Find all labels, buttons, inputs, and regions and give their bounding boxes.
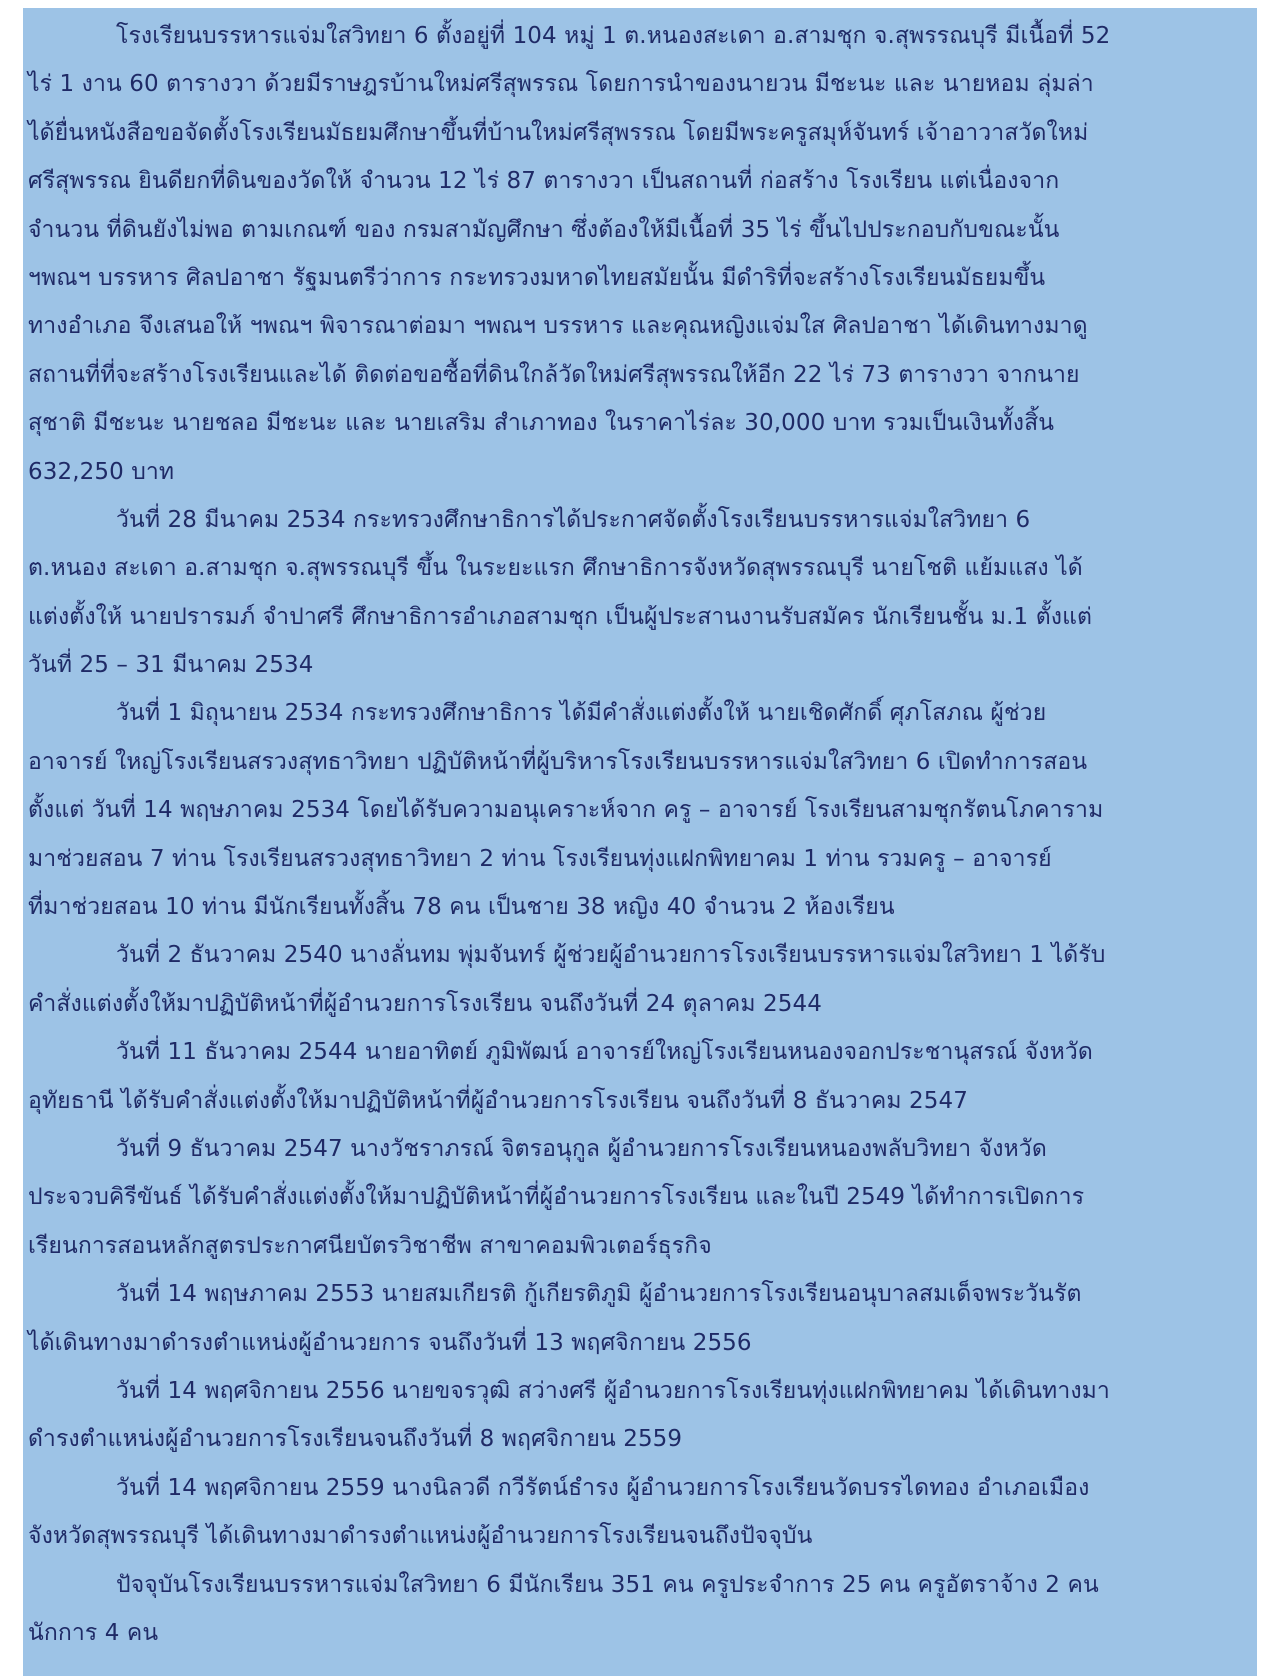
paragraph <box>28 12 1247 496</box>
text-line: 632,250 บาท <box>28 458 175 485</box>
paragraph <box>28 1367 1247 1464</box>
paragraph <box>28 496 1247 690</box>
text-line: สุชาติ มีชะนะ นายชลอ มีชะนะ และ นายเสริม สำเภาทอง ในราคาไร่ละ 30,000 บาท รวมเป็นเงินทั้งสิ้น <box>28 410 1055 437</box>
text-line: วันที่ 2 ธันวาคม 2540 นางลั่นทม พุ่มจันทร์ ผู้ช่วยผู้อำนวยการโรงเรียนบรรหารแจ่มใสวิทยา 1 ได้รับ <box>116 942 1106 969</box>
text-line: โรงเรียนบรรหารแจ่มใสวิทยา 6 ตั้งอยู่ที่ 104 หมู่ 1 ต.หนองสะเดา อ.สามชุก จ.สุพรรณบุรี มีเนื้อที่ 52 <box>116 23 1111 49</box>
text-line: มาช่วยสอน 7 ท่าน โรงเรียนสรวงสุทธาวิทยา 2 ท่าน โรงเรียนทุ่งแฝกพิทยาคม 1 ท่าน รวมครู – อาจารย์ <box>28 845 1052 872</box>
text-line: วันที่ 11 ธันวาคม 2544 นายอาทิตย์ ภูมิพัฒน์ อาจารย์ใหญ่โรงเรียนหนองจอกประชานุสรณ์ จังหวัด <box>116 1039 1093 1066</box>
text-line: ได้ยื่นหนังสือขอจัดตั้งโรงเรียนมัธยมศึกษาขึ้นที่บ้านใหม่ศรีสุพรรณ โดยมีพระครูสมุห์จันทร์ เจ้าอาวาสวัดใหม่ <box>28 119 1089 146</box>
paragraph <box>28 1270 1247 1367</box>
paragraph <box>28 931 1247 1028</box>
text-line: เรียนการสอนหลักสูตรประกาศนียบัตรวิชาชีพ สาขาคอมพิวเตอร์ธุรกิจ <box>28 1232 712 1259</box>
text-line: วันที่ 25 – 31 มีนาคม 2534 <box>28 652 314 679</box>
text-line: ดำรงตำแหน่งผู้อำนวยการโรงเรียนจนถึงวันที่ 8 พฤศจิกายน 2559 <box>28 1426 683 1453</box>
text-line: จังหวัดสุพรรณบุรี ได้เดินทางมาดำรงตำแหน่งผู้อำนวยการโรงเรียนจนถึงปัจจุบัน <box>28 1523 813 1550</box>
text-line: นักการ 4 คน <box>28 1619 159 1646</box>
text-line: ตั้งแต่ วันที่ 14 พฤษภาคม 2534 โดยได้รับความอนุเคราะห์จาก ครู – อาจารย์ โรงเรียนสามชุกรัตนโภคาราม <box>28 797 1104 824</box>
text-line: อาจารย์ ใหญ่โรงเรียนสรวงสุทธาวิทยา ปฏิบัติหน้าที่ผู้บริหารโรงเรียนบรรหารแจ่มใสวิทยา 6 เปิดทำการสอน <box>28 748 1088 775</box>
text-line: ทางอำเภอ จึงเสนอให้ ฯพณฯ พิจารณาต่อมา ฯพณฯ บรรหาร และคุณหญิงแจ่มใส ศิลปอาชา ได้เดินทางมาดู <box>28 313 1088 340</box>
text-line: ไร่ 1 งาน 60 ตารางวา ด้วยมีราษฎรบ้านใหม่ศรีสุพรรณ โดยการนำของนายวน มีชะนะ และ นายหอม ลุ่มล่า <box>28 71 1094 98</box>
text-line: ปัจจุบันโรงเรียนบรรหารแจ่มใสวิทยา 6 มีนักเรียน 351 คน ครูประจำการ 25 คน ครูอัตราจ้าง 2 คน <box>116 1571 1099 1598</box>
document-page <box>23 8 1257 1676</box>
text-line: วันที่ 28 มีนาคม 2534 กระทรวงศึกษาธิการได้ประกาศจัดตั้งโรงเรียนบรรหารแจ่มใสวิทยา 6 <box>116 506 1031 533</box>
text-line: วันที่ 14 พฤษภาคม 2553 นายสมเกียรติ กู้เกียรติภูมิ ผู้อำนวยการโรงเรียนอนุบาลสมเด็จพระวันรัต <box>116 1281 1082 1308</box>
text-line: ศรีสุพรรณ ยินดียกที่ดินของวัดให้ จำนวน 12 ไร่ 87 ตารางวา เป็นสถานที่ ก่อสร้าง โรงเรียน แต่เนื่องจาก <box>28 168 1060 195</box>
text-line: อุทัยธานี ได้รับคำสั่งแต่งตั้งให้มาปฏิบัติหน้าที่ผู้อำนวยการโรงเรียน จนถึงวันที่ 8 ธันวาคม 2547 <box>28 1087 968 1114</box>
paragraph <box>28 1028 1247 1125</box>
paragraph <box>28 689 1247 931</box>
document-body <box>28 12 1247 1657</box>
text-line: ประจวบคิรีขันธ์ ได้รับคำสั่งแต่งตั้งให้มาปฏิบัติหน้าที่ผู้อำนวยการโรงเรียน และในปี 2549 ได้ทำการเปิดการ <box>28 1184 1085 1211</box>
text-line: จำนวน ที่ดินยังไม่พอ ตามเกณฑ์ ของ กรมสามัญศึกษา ซึ่งต้องให้มีเนื้อที่ 35 ไร่ ขึ้นไปประกอบกับขณะนั้น <box>28 216 1060 243</box>
text-line: วันที่ 9 ธันวาคม 2547 นางวัชราภรณ์ จิตรอนุกูล ผู้อำนวยการโรงเรียนหนองพลับวิทยา จังหวัด <box>116 1135 1047 1162</box>
text-line: สถานที่ที่จะสร้างโรงเรียนและได้ ติดต่อขอซื้อที่ดินใกล้วัดใหม่ศรีสุพรรณให้อีก 22 ไร่ 73 ตารางวา จากนาย <box>28 361 1080 388</box>
paragraph <box>28 1125 1247 1270</box>
text-line: แต่งตั้งให้ นายปรารมภ์ จำปาศรี ศึกษาธิการอำเภอสามชุก เป็นผู้ประสานงานรับสมัคร นักเรียนชั้น ม.1 ตั้งแต่ <box>28 603 1093 630</box>
text-line: วันที่ 14 พฤศจิกายน 2559 นางนิลวดี กวีรัตน์ธำรง ผู้อำนวยการโรงเรียนวัดบรรไดทอง อำเภอเมือง <box>116 1474 1090 1501</box>
paragraph <box>28 1464 1247 1561</box>
text-line: ฯพณฯ บรรหาร ศิลปอาชา รัฐมนตรีว่าการ กระทรวงมหาดไทยสมัยนั้น มีดำริที่จะสร้างโรงเรียนมัธยมขึ้น <box>28 264 1046 291</box>
text-line: วันที่ 14 พฤศจิกายน 2556 นายขจรวุฒิ สว่างศรี ผู้อำนวยการโรงเรียนทุ่งแฝกพิทยาคม ได้เดินทางมา <box>116 1377 1110 1404</box>
text-line: ต.หนอง สะเดา อ.สามชุก จ.สุพรรณบุรี ขึ้น ในระยะแรก ศึกษาธิการจังหวัดสุพรรณบุรี นายโชติ แย้มแสง ได้ <box>28 555 1083 582</box>
paragraph <box>28 1561 1247 1658</box>
text-line: คำสั่งแต่งตั้งให้มาปฏิบัติหน้าที่ผู้อำนวยการโรงเรียน จนถึงวันที่ 24 ตุลาคม 2544 <box>28 990 822 1017</box>
text-line: ได้เดินทางมาดำรงตำแหน่งผู้อำนวยการ จนถึงวันที่ 13 พฤศจิกายน 2556 <box>28 1329 752 1356</box>
text-line: วันที่ 1 มิถุนายน 2534 กระทรวงศึกษาธิการ ได้มีคำสั่งแต่งตั้งให้ นายเชิดศักดิ์ ศุภโสภณ ผู้ช่วย <box>116 700 1047 727</box>
text-line: ที่มาช่วยสอน 10 ท่าน มีนักเรียนทั้งสิ้น 78 คน เป็นชาย 38 หญิง 40 จำนวน 2 ห้องเรียน <box>28 894 895 921</box>
